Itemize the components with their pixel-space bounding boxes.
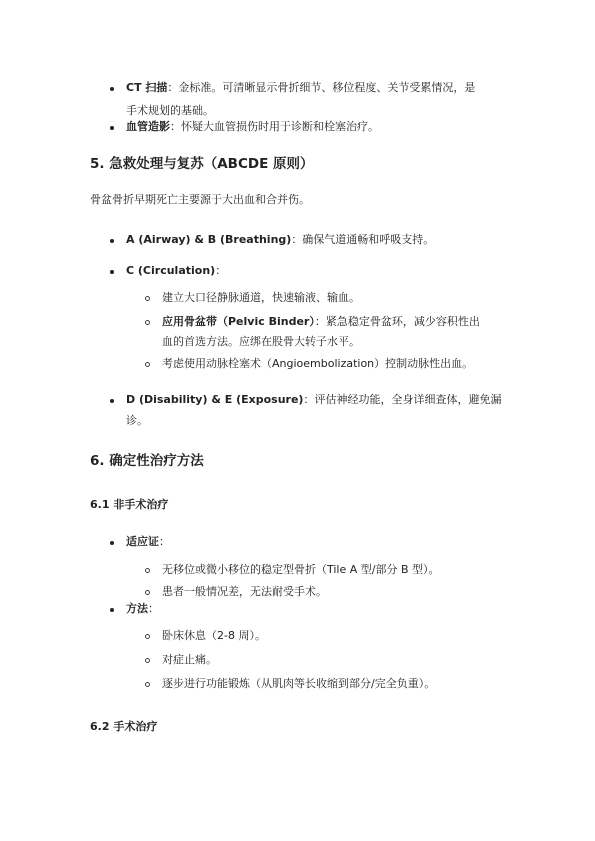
sub-bullet-circle	[145, 682, 150, 687]
sub-bullet-circle	[145, 568, 150, 573]
method-label: 方法	[126, 602, 148, 615]
list-item-de-cont: 诊。	[126, 414, 148, 427]
sub-item-m1	[162, 629, 266, 643]
list-item-angio	[126, 120, 379, 134]
list-item-method	[126, 602, 159, 616]
sub-item-m3: 逐步进行功能锻炼（从肌肉等长收缩到部分/完全负重）。	[162, 677, 436, 690]
c3-c: ）控制动脉性出血。	[374, 357, 474, 370]
sub-bullet-circle	[145, 362, 150, 367]
sub-item-c2-cont: 血的首选方法。应绑在股骨大转子水平。	[162, 335, 360, 348]
bullet-dot	[110, 126, 114, 130]
section-5-title: 5. 急救处理与复苏（ABCDE 原则）	[90, 156, 314, 172]
ind1-b: Tile A	[327, 563, 358, 576]
ind1-e: 型）。	[408, 563, 440, 576]
m1-b: 2-8	[217, 629, 235, 642]
list-item-c	[126, 264, 226, 278]
sub-item-c2	[162, 315, 480, 329]
list-item-ct-cont: 手术规划的基础。	[126, 104, 214, 117]
angio-text: ：怀疑大血管损伤时用于诊断和栓塞治疗。	[170, 120, 379, 133]
angio-label: 血管造影	[126, 120, 170, 133]
indications-colon: ：	[159, 535, 170, 548]
de-text: ：评估神经功能，全身详细查体，避免漏	[303, 393, 502, 406]
sub-bullet-circle	[145, 320, 150, 325]
ab-text: ：确保气道通畅和呼吸支持。	[291, 233, 435, 246]
sub-item-ind2: 患者一般情况差，无法耐受手术。	[162, 585, 327, 598]
sub-bullet-circle	[145, 296, 150, 301]
list-item-ab	[126, 233, 434, 247]
c-label: C (Circulation)	[126, 264, 216, 277]
c2-label: 应用骨盆带（Pelvic Binder）	[162, 315, 315, 328]
c2-text: ：紧急稳定骨盆环，减少容积性出	[314, 315, 480, 328]
bullet-dot	[110, 239, 114, 243]
bullet-dot	[110, 399, 114, 403]
c3-a: 考虑使用动脉栓塞术（	[162, 357, 272, 370]
list-item-indications	[126, 535, 170, 549]
bullet-dot	[110, 270, 114, 274]
ind1-c: 型/部分	[357, 563, 401, 576]
bullet-dot	[110, 87, 114, 91]
ind1-a: 无移位或微小移位的稳定型骨折（	[162, 563, 327, 576]
ct-label: CT 扫描	[126, 81, 168, 94]
section-6-1-title: 6.1 非手术治疗	[90, 498, 169, 511]
c3-b: Angioembolization	[272, 357, 375, 370]
m1-c: 周）。	[234, 629, 266, 642]
section-5-intro: 骨盆骨折早期死亡主要源于大出血和合并伤。	[90, 193, 310, 206]
m1-a: 卧床休息（	[162, 629, 217, 642]
de-label: D (Disability) & E (Exposure)	[126, 393, 304, 406]
list-item-de	[126, 393, 501, 407]
sub-item-ind1	[162, 563, 440, 577]
bullet-dot	[110, 541, 114, 545]
c-text: ：	[215, 264, 227, 277]
method-colon: ：	[148, 602, 159, 615]
sub-item-m2: 对症止痛。	[162, 653, 217, 666]
ab-label: A (Airway) & B (Breathing)	[126, 233, 292, 246]
indications-label: 适应证	[126, 535, 159, 548]
sub-bullet-circle	[145, 658, 150, 663]
ct-text: ：金标准。可清晰显示骨折细节、移位程度、关节受累情况，是	[167, 81, 476, 94]
ind1-d: B	[401, 563, 409, 576]
sub-item-c1: 建立大口径静脉通道，快速输液、输血。	[162, 291, 360, 304]
list-item-ct	[126, 81, 475, 95]
bullet-dot	[110, 608, 114, 612]
sub-bullet-circle	[145, 634, 150, 639]
section-6-2-title: 6.2 手术治疗	[90, 720, 158, 733]
sub-item-c3	[162, 357, 473, 371]
section-6-title: 6. 确定性治疗方法	[90, 453, 204, 469]
sub-bullet-circle	[145, 590, 150, 595]
